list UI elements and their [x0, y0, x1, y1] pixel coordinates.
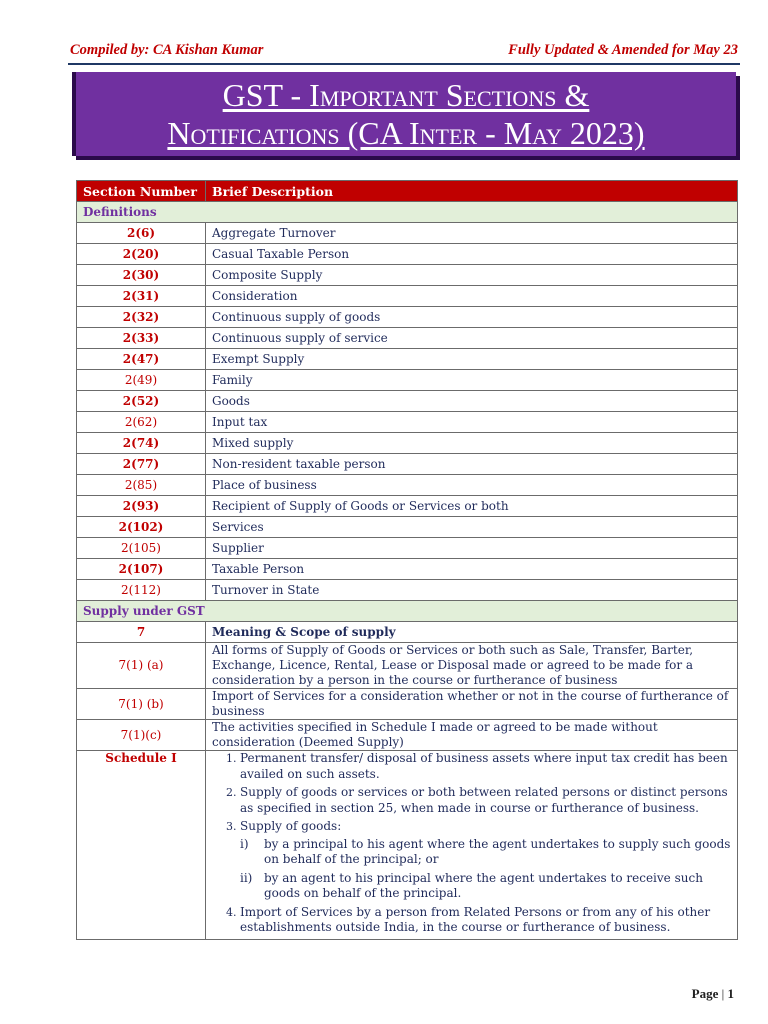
- section-number: 2(112): [77, 580, 206, 601]
- section-heading-row: [77, 202, 738, 223]
- header-updated-note: Fully Updated & Amended for May 23: [508, 42, 738, 58]
- section-number: 7(1)(c): [77, 720, 206, 751]
- schedule-description: [206, 751, 738, 940]
- sections-table: [76, 180, 738, 940]
- table-row: [77, 622, 738, 643]
- section-heading-supply: Supply under GST: [77, 601, 738, 622]
- section-number: 2(74): [77, 433, 206, 454]
- section-number: 2(33): [77, 328, 206, 349]
- section-description: Continuous supply of service: [206, 328, 738, 349]
- table-row: [77, 559, 738, 580]
- table-row: [77, 307, 738, 328]
- sub-list-item: [240, 837, 731, 868]
- table-row: [77, 433, 738, 454]
- table-body: [77, 202, 738, 940]
- section-number: 2(20): [77, 244, 206, 265]
- section-number: 2(107): [77, 559, 206, 580]
- table-row: [77, 643, 738, 689]
- header-compiled-by: Compiled by: CA Kishan Kumar: [70, 42, 264, 58]
- section-description: Services: [206, 517, 738, 538]
- section-description: Goods: [206, 391, 738, 412]
- list-item-text: Permanent transfer/ disposal of business assets where input tax credit has been availed on such assets.: [240, 751, 728, 781]
- section-description: Turnover in State: [206, 580, 738, 601]
- section-description: Family: [206, 370, 738, 391]
- section-description: Non-resident taxable person: [206, 454, 738, 475]
- table-row: [77, 580, 738, 601]
- page-separator: |: [721, 986, 725, 1001]
- list-item-text: Supply of goods:: [240, 819, 342, 833]
- section-number: 2(105): [77, 538, 206, 559]
- table-row: [77, 751, 738, 940]
- section-heading-definitions: Definitions: [77, 202, 738, 223]
- col-header-section-number: Section Number: [77, 181, 206, 202]
- sub-list: [240, 837, 731, 902]
- section-number: 7(1) (a): [77, 643, 206, 689]
- table-row: [77, 517, 738, 538]
- section-heading-row: [77, 601, 738, 622]
- table-row: [77, 265, 738, 286]
- section-number: 2(62): [77, 412, 206, 433]
- title-banner: [72, 72, 736, 156]
- table-row: [77, 349, 738, 370]
- list-item-text: Import of Services by a person from Related Persons or from any of his other establishments outside India, in the course or furtherance of business.: [240, 904, 711, 934]
- section-number: 2(52): [77, 391, 206, 412]
- table-header-row: [77, 181, 738, 202]
- section-number: 7: [77, 622, 206, 643]
- section-number: 2(77): [77, 454, 206, 475]
- section-description: Consideration: [206, 286, 738, 307]
- section-description: Mixed supply: [206, 433, 738, 454]
- section-description: Continuous supply of goods: [206, 307, 738, 328]
- list-item: [240, 819, 731, 902]
- section-number: 2(30): [77, 265, 206, 286]
- table-row: [77, 412, 738, 433]
- table-row: [77, 391, 738, 412]
- section-description: Supplier: [206, 538, 738, 559]
- list-item: [240, 905, 731, 936]
- section-number: 2(102): [77, 517, 206, 538]
- section-number: 2(85): [77, 475, 206, 496]
- section-description: Aggregate Turnover: [206, 223, 738, 244]
- sub-item-text: by an agent to his principal where the agent undertakes to receive such goods on behalf of the principal.: [264, 870, 703, 900]
- table-row: [77, 370, 738, 391]
- section-description: Input tax: [206, 412, 738, 433]
- section-number: 2(93): [77, 496, 206, 517]
- section-number: 2(6): [77, 223, 206, 244]
- table-row: [77, 720, 738, 751]
- section-description: Recipient of Supply of Goods or Services or both: [206, 496, 738, 517]
- section-description: Composite Supply: [206, 265, 738, 286]
- section-description: Casual Taxable Person: [206, 244, 738, 265]
- table-row: [77, 496, 738, 517]
- list-item: [240, 751, 731, 782]
- section-number: 2(31): [77, 286, 206, 307]
- page-label: Page: [691, 986, 719, 1001]
- table-row: [77, 454, 738, 475]
- sub-item-label: ii): [240, 870, 253, 885]
- section-description: Meaning & Scope of supply: [206, 622, 738, 643]
- section-description: Taxable Person: [206, 559, 738, 580]
- section-description: Import of Services for a consideration whether or not in the course of furtherance of business: [206, 689, 738, 720]
- sub-item-label: i): [240, 836, 249, 851]
- table-row: [77, 328, 738, 349]
- section-number: 2(47): [77, 349, 206, 370]
- table-row: [77, 286, 738, 307]
- page-footer: [692, 986, 734, 1002]
- section-description: Exempt Supply: [206, 349, 738, 370]
- sub-item-text: by a principal to his agent where the agent undertakes to supply such goods on behalf of the principal; or: [264, 836, 731, 866]
- table-row: [77, 223, 738, 244]
- list-item-text: Supply of goods or services or both between related persons or distinct persons as specified in section 25, when made in course or furtherance of business.: [240, 785, 728, 815]
- header-divider: [68, 63, 740, 65]
- table-row: [77, 244, 738, 265]
- section-number: 2(49): [77, 370, 206, 391]
- section-description: The activities specified in Schedule I made or agreed to be made without consideration (Deemed Supply): [206, 720, 738, 751]
- title-line-1: GST - Important Sections &: [222, 77, 590, 113]
- section-description: Place of business: [206, 475, 738, 496]
- title-line-2: Notifications (CA Inter - May 2023): [167, 115, 645, 151]
- section-number: Schedule I: [77, 751, 206, 940]
- sub-list-item: [240, 871, 731, 902]
- table-row: [77, 689, 738, 720]
- section-number: 7(1) (b): [77, 689, 206, 720]
- table-row: [77, 475, 738, 496]
- section-description: All forms of Supply of Goods or Services or both such as Sale, Transfer, Barter, Exchange, Licence, Rental, Lease or Disposal made or agreed to be made for a consideration by a person in the course or furtherance of business: [206, 643, 738, 689]
- schedule-list: [212, 751, 731, 936]
- section-number: 2(32): [77, 307, 206, 328]
- page-number: 1: [727, 986, 734, 1001]
- list-item: [240, 785, 731, 816]
- col-header-brief-description: Brief Description: [206, 181, 738, 202]
- table-row: [77, 538, 738, 559]
